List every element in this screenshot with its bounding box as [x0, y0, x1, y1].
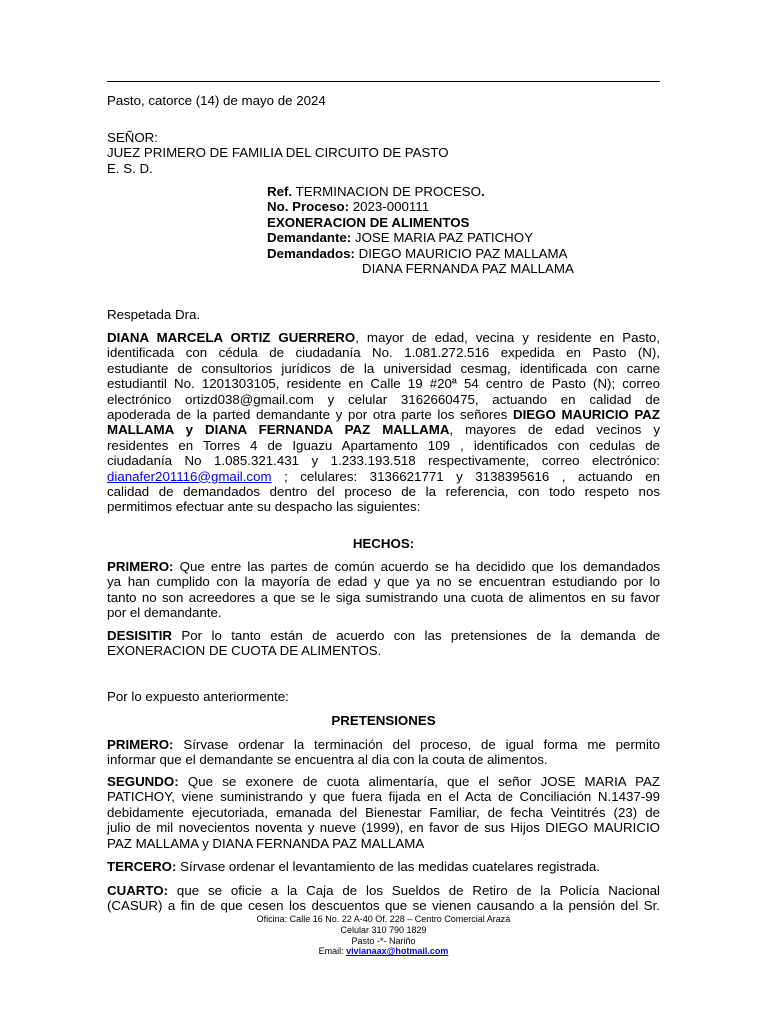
footer-email-link[interactable]: vivianaax@hotmail.com: [346, 946, 449, 957]
ref-line: [267, 184, 660, 199]
page-footer: [107, 914, 660, 957]
date-line: Pasto, catorce (14) de mayo de 2024: [107, 93, 326, 108]
segundo-label: SEGUNDO:: [107, 774, 179, 789]
ref-value: TERMINACION DE PROCESO: [292, 184, 482, 199]
hechos-heading: HECHOS:: [352, 536, 415, 551]
intro-line: estudiante de consultorios jurídicos de la universidad cesmag, identificada con carne: [107, 360, 660, 376]
intro-line: dianafer201116@gmail.com ; celulares: 3136621771 y 3138395616 , actuando en: [107, 468, 660, 484]
intro-line: estudiantil No. 1201303105, residente en Calle 19 #20ª 54 centro de Pasto (N); correo: [107, 376, 660, 392]
demandante-line: [267, 230, 660, 245]
demandado-2: DIANA FERNANDA PAZ MALLAMA: [362, 261, 574, 277]
primero-label: PRIMERO:: [107, 559, 174, 574]
intro-line: ciudadanía No 1.085.321.431 y 1.233.193.518 respectivamente, correo electrónico:: [107, 453, 660, 469]
primero-label: PRIMERO:: [107, 737, 174, 752]
expuesto-line: Por lo expuesto anteriormente:: [107, 689, 289, 704]
reference-block: [267, 184, 660, 276]
desisitir-label: DESISITIR: [107, 628, 173, 643]
demandados-names: MALLAMA y DIANA FERNANDA PAZ MALLAMA: [107, 422, 450, 438]
addressee-block: [107, 130, 660, 176]
pretension-primero: PRIMERO: Sírvase ordenar la terminación del proceso, de igual forma me permito informar que el demandante se encuentra al dia con la couta de alimentos.: [107, 737, 660, 768]
demandado-1: DIEGO MAURICIO PAZ MALLAMA: [354, 245, 568, 261]
demandado-name: DIEGO MAURICIO PAZ: [513, 407, 660, 423]
proceso-value: 2023-000111: [349, 199, 430, 215]
header-rule: [107, 81, 660, 82]
intro-line: MALLAMA y DIANA FERNANDA PAZ MALLAMA, mayores de edad vecinos y: [107, 422, 660, 438]
pretension-cuarto: CUARTO: que se oficie a la Caja de los Sueldos de Retiro de la Policía Nacional (CASUR) a fin de que cesen los descuentos que se vienen causando a la pensión del Sr.: [107, 883, 660, 914]
salutation: Respetada Dra.: [107, 307, 201, 322]
footer-phone: Celular 310 790 1829: [340, 924, 427, 935]
tercero-label: TERCERO:: [107, 859, 177, 874]
proceso-label: No. Proceso:: [267, 199, 350, 215]
intro-line: identificada con cédula de ciudadanía No. 1.081.272.516 expedida en Pasto (N),: [107, 345, 660, 361]
intro-line: DIANA MARCELA ORTIZ GUERRERO, mayor de edad, vecina y residente en Pasto,: [107, 330, 660, 345]
cuarto-label: CUARTO:: [107, 883, 169, 898]
pretension-segundo: SEGUNDO: Que se exonere de cuota alimentaría, que el señor JOSE MARIA PAZ PATICHOY, viene suministrando y que fuera fijada en el Acta de Conciliación N.1437-99 debidamente ejecutoriada, emanada del Bienestar Familiar, de fecha Veintitrés (23) de julio de mil novecientos noventa y nueve (1999), en favor de sus Hijos DIEGO MAURICIO PAZ MALLAMA y DIANA FERNANDA PAZ MALLAMA: [107, 774, 660, 851]
proceso-line: [267, 199, 660, 214]
ref-dot: .: [481, 184, 485, 199]
pretensiones-heading: PRETENSIONES: [331, 713, 436, 728]
tipo-line: [267, 215, 660, 230]
addressee-line: E. S. D.: [107, 160, 153, 176]
demandante-value: JOSE MARIA PAZ PATICHOY: [351, 230, 533, 246]
attorney-name: DIANA MARCELA ORTIZ GUERRERO: [107, 330, 356, 345]
ref-label: Ref.: [267, 184, 293, 199]
footer-address: Oficina: Calle 16 No. 22 A-40 Of. 228 – Centro Comercial Arazá: [256, 914, 511, 924]
footer-email-line: Email: vivianaax@hotmail.com: [318, 946, 449, 957]
email-link[interactable]: dianafer201116@gmail.com: [107, 468, 272, 484]
pretension-tercero: TERCERO: Sírvase ordenar el levantamiento de las medidas cuatelares registrada.: [107, 859, 600, 874]
intro-line: residentes en Torres 4 de Iguazu Apartamento 109 , identificados con cedulas de: [107, 437, 660, 453]
addressee-line: JUEZ PRIMERO DE FAMILIA DEL CIRCUITO DE PASTO: [107, 145, 449, 161]
hechos-primero: PRIMERO: Que entre las partes de común acuerdo se ha decidido que los demandados ya han cumplido con la mayoría de edad y que ya no se encuentran estudiando por lo tanto no son acreedores a que se le siga sumistrando una cuota de alimentos en su favor por el demandante.: [107, 559, 660, 621]
intro-line: calidad de demandados dentro del proceso de la referencia, con todo respeto nos: [107, 484, 660, 500]
intro-line: electrónico ortizd038@gmail.com y celular 3162660475, actuando en calidad de: [107, 391, 660, 407]
intro-line: permitimos efectuar ante su despacho las siguientes:: [107, 499, 421, 515]
hechos-desisitir: DESISITIR Por lo tanto están de acuerdo con las pretensiones de la demanda de EXONERACION DE CUOTA DE ALIMENTOS.: [107, 628, 660, 659]
tipo-value: EXONERACION DE ALIMENTOS: [267, 214, 470, 230]
intro-paragraph: [107, 330, 660, 515]
footer-city: Pasto -*- Nariño: [351, 935, 416, 946]
addressee-line: SEÑOR:: [107, 130, 158, 145]
intro-line: apoderada de la parted demandante y por otra parte los señores DIEGO MAURICIO PAZ: [107, 407, 660, 423]
demandante-label: Demandante:: [267, 230, 352, 246]
demandados-line: [267, 246, 660, 261]
demandados-label: Demandados:: [267, 245, 355, 261]
